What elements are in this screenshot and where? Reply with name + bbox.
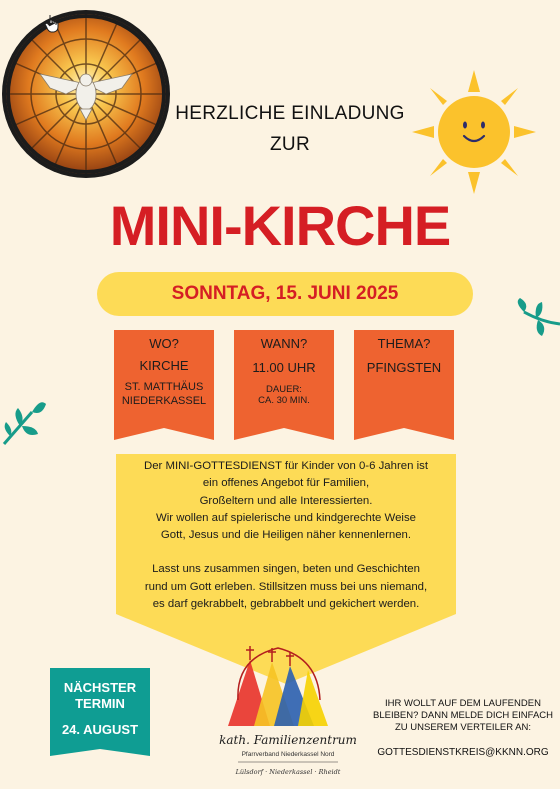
banner-when <box>234 330 334 440</box>
next-date-label <box>50 680 150 712</box>
next-date-value: 24. AUGUST <box>61 722 139 737</box>
info-line: Gott, Jesus und die Heiligen näher kennenlernen. <box>160 529 412 542</box>
leaf-icon <box>514 298 560 338</box>
newsletter-line: ZU UNSEREM VERTEILER AN: <box>394 722 532 733</box>
newsletter-email[interactable]: GOTTESDIENSTKREIS@KKNN.ORG <box>377 747 549 758</box>
logo-subtitle: Pfarrverband Niederkassel Nord <box>241 751 335 758</box>
next-date-label-line1: NÄCHSTER <box>63 680 137 695</box>
familienzentrum-logo <box>218 640 358 784</box>
banner-when-value: 11.00 UHR <box>252 360 316 375</box>
logo-places: Lülsdorf · Niederkassel · Rheidt <box>235 768 341 776</box>
newsletter-line: IHR WOLLT AUF DEM LAUFENDEN <box>385 698 541 709</box>
leaf-icon <box>0 398 50 448</box>
next-date-label-line2: TERMIN <box>75 696 125 711</box>
invitation-line-2: ZUR <box>270 134 310 155</box>
info-line: Lasst uns zusammen singen, beten und Geschichten <box>152 563 420 576</box>
banner-where-detail: ST. MATTHÄUS NIEDERKASSEL <box>121 381 207 407</box>
info-line: Großeltern und alle Interessierten. <box>199 494 373 507</box>
info-line: rund um Gott erleben. Stillsitzen muss bei uns niemand, <box>144 580 428 593</box>
banner-topic <box>354 330 454 440</box>
info-line: Der MINI-GOTTESDIENST für Kinder von 0-6 Jahren ist <box>143 460 428 472</box>
banner-when-heading: WANN? <box>260 336 308 351</box>
info-line: Wir wollen auf spielerische und kindgerechte Weise <box>155 511 416 524</box>
banner-when-duration: DAUER: CA. 30 MIN. <box>258 384 310 406</box>
hand-cursor-icon <box>44 13 62 33</box>
banner-where-heading: WO? <box>149 336 179 351</box>
logo-name: kath. Familienzentrum <box>219 733 357 747</box>
info-text <box>116 458 456 613</box>
banner-where <box>114 330 214 440</box>
banner-topic-heading: THEMA? <box>377 336 431 351</box>
sun-icon <box>412 70 536 194</box>
event-title: MINI-KIRCHE <box>109 194 451 257</box>
newsletter-text <box>370 698 556 734</box>
info-line: es darf gekrabbelt, gebrabbelt und gekichert werden. <box>152 598 420 611</box>
event-date: SONNTAG, 15. JUNI 2025 <box>97 272 473 316</box>
newsletter-line: BLEIBEN? DANN MELDE DICH EINFACH <box>372 710 553 721</box>
info-line: ein offenes Angebot für Familien, <box>202 477 370 490</box>
banner-topic-value: PFINGSTEN <box>366 360 442 375</box>
invitation-line-1: HERZLICHE EINLADUNG <box>175 103 405 124</box>
banner-where-value: KIRCHE <box>139 358 189 373</box>
